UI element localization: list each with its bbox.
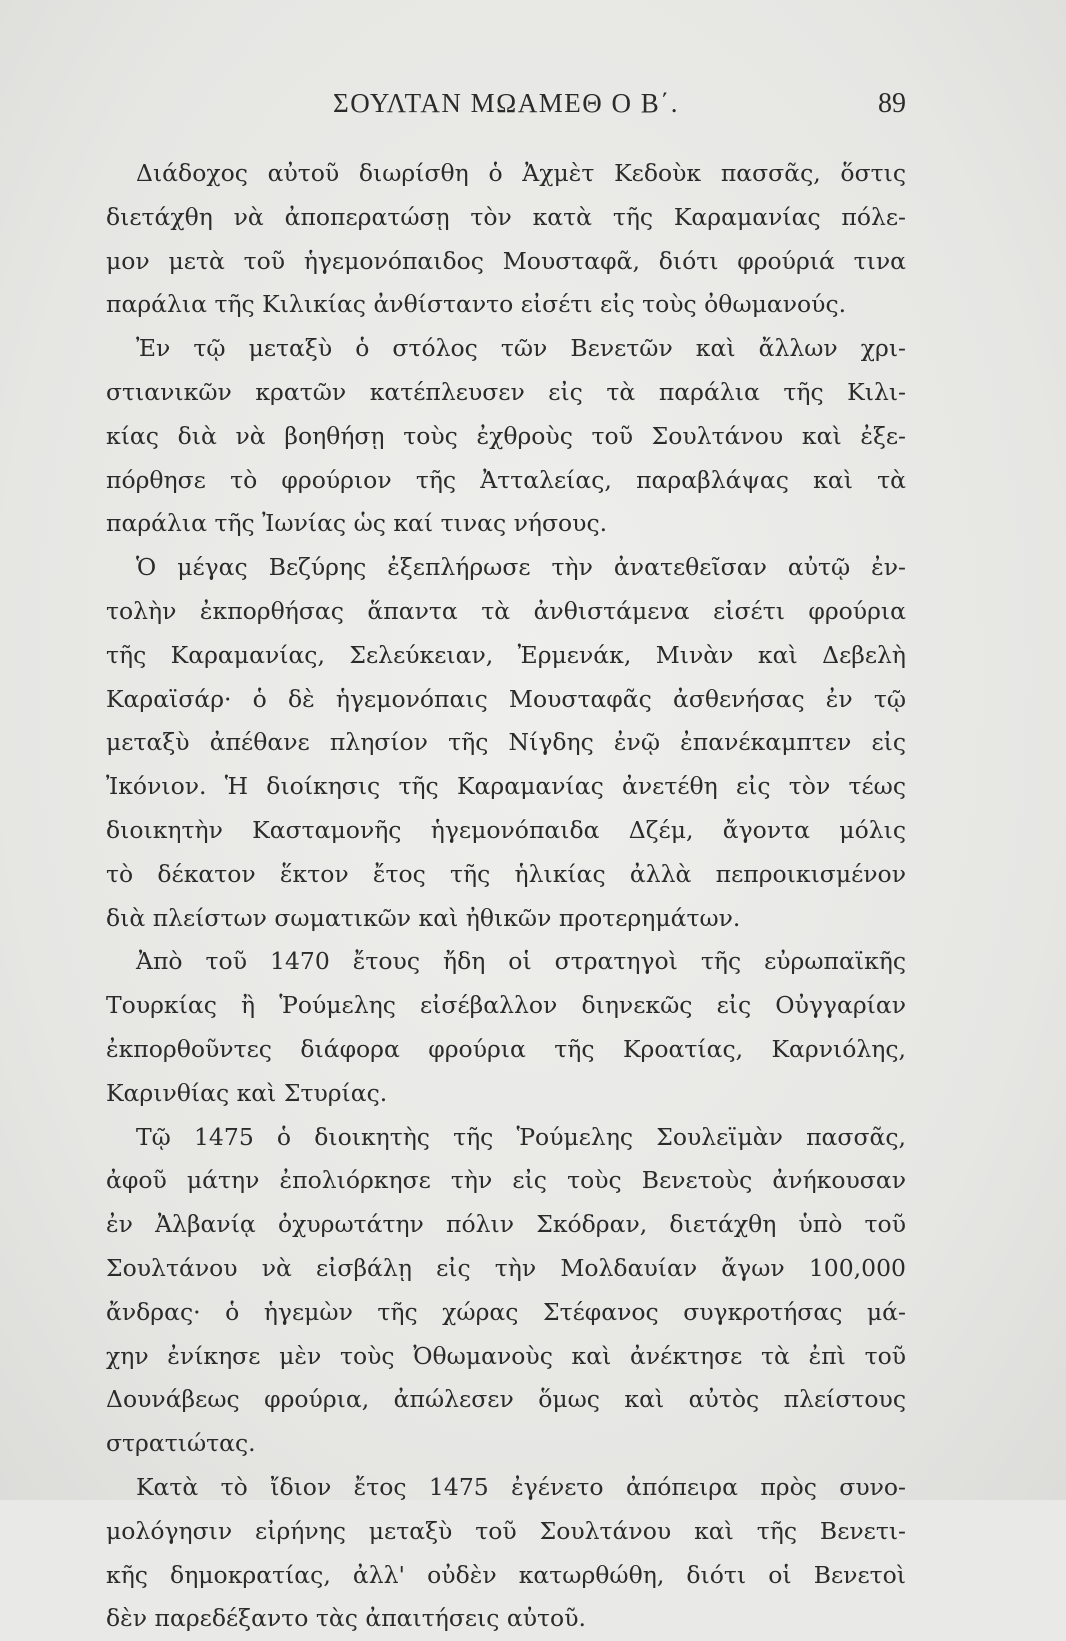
text-line: Διάδοχος αὐτοῦ διωρίσθη ὁ Ἀχμὲτ Κεδοὺκ πασσᾶς, ὅστις xyxy=(136,159,906,187)
text-line: Τουρκίας ἢ Ῥούμελης εἰσέβαλλον διηνεκῶς εἰς Οὐγγαρίαν xyxy=(106,991,906,1020)
text-line: τὸ δέκατον ἕκτον ἔτος τῆς ἡλικίας ἀλλὰ πεπροικισμένον xyxy=(106,859,906,888)
text-line: Ἰκόνιον. Ἡ διοίκησις τῆς Καραμανίας ἀνετέθη εἰς τὸν τέως xyxy=(106,772,906,801)
text-line: κῆς δημοκρατίας, ἀλλ' οὐδὲν κατωρθώθη, διότι οἱ Βενετοὶ xyxy=(106,1560,906,1589)
text-line: στρατιώτας. xyxy=(106,1429,256,1458)
text-line: μολόγησιν εἰρήνης μεταξὺ τοῦ Σουλτάνου καὶ τῆς Βενετι- xyxy=(106,1516,906,1545)
text-line: διοικητὴν Κασταμονῆς ἡγεμονόπαιδα Δζέμ, ἄγοντα μόλις xyxy=(106,815,906,844)
text-line: Καραϊσάρ· ὁ δὲ ἡγεμονόπαις Μουσταφᾶς ἀσθενήσας ἐν τῷ xyxy=(106,684,906,713)
text-line: παράλια τῆς Κιλικίας ἀνθίσταντο εἰσέτι εἰς τοὺς ὀθωμανούς. xyxy=(106,290,847,319)
body-text xyxy=(106,152,906,1641)
text-line: ἄνδρας· ὁ ἡγεμὼν τῆς χώρας Στέφανος συγκροτήσας μά- xyxy=(106,1297,906,1326)
text-line: διετάχθη νὰ ἀποπερατώσῃ τὸν κατὰ τῆς Καραμανίας πόλε- xyxy=(106,202,906,231)
text-line: Κατὰ τὸ ἴδιον ἔτος 1475 ἐγένετο ἀπόπειρα πρὸς συνο- xyxy=(136,1472,906,1501)
text-line: Ἐν τῷ μεταξὺ ὁ στόλος τῶν Βενετῶν καὶ ἄλλων χρι- xyxy=(136,334,906,363)
text-line: Δουνάβεως φρούρια, ἀπώλεσεν ὅμως καὶ αὐτὸς πλείστους xyxy=(106,1385,906,1414)
text-line: ἐκπορθοῦντες διάφορα φρούρια τῆς Κροατίας, Καρνιόλης, xyxy=(106,1034,906,1063)
text-line: μον μετὰ τοῦ ἡγεμονόπαιδος Μουσταφᾶ, διότι φρούριά τινα xyxy=(106,246,906,275)
text-line: δὲν παρεδέξαντο τὰς ἀπαιτήσεις αὐτοῦ. xyxy=(106,1604,586,1633)
text-line: Ὁ μέγας Βεζύρης ἐξεπλήρωσε τὴν ἀνατεθεῖσαν αὐτῷ ἐν- xyxy=(136,553,906,582)
text-line: στιανικῶν κρατῶν κατέπλευσεν εἰς τὰ παράλια τῆς Κιλι- xyxy=(106,377,906,406)
text-line: κίας διὰ νὰ βοηθήσῃ τοὺς ἐχθροὺς τοῦ Σουλτάνου καὶ ἐξε- xyxy=(106,421,906,450)
text-line: ἀφοῦ μάτην ἐπολιόρκησε τὴν εἰς τοὺς Βενετοὺς ἀνήκουσαν xyxy=(106,1166,906,1195)
text-line: Τῷ 1475 ὁ διοικητὴς τῆς Ῥούμελης Σουλεϊμὰν πασσᾶς, xyxy=(136,1122,906,1151)
text-line: παράλια τῆς Ἰωνίας ὡς καί τινας νήσους. xyxy=(106,509,608,538)
page-header xyxy=(106,88,906,128)
running-title: ΣΟΥΛΤΑΝ ΜΩΑΜΕΘ Ο Β΄. xyxy=(333,88,679,118)
page-number: 89 xyxy=(878,88,906,119)
text-line: Καρινθίας καὶ Στυρίας. xyxy=(106,1078,388,1107)
text-line: χην ἐνίκησε μὲν τοὺς Ὀθωμανοὺς καὶ ἀνέκτησε τὰ ἐπὶ τοῦ xyxy=(106,1341,906,1370)
text-line: τολὴν ἐκπορθήσας ἅπαντα τὰ ἀνθιστάμενα εἰσέτι φρούρια xyxy=(106,596,906,625)
text-line: μεταξὺ ἀπέθανε πλησίον τῆς Νίγδης ἐνῷ ἐπανέκαμπτεν εἰς xyxy=(106,728,906,757)
text-line: Σουλτάνου νὰ εἰσβάλῃ εἰς τὴν Μολδαυίαν ἄγων 100,000 xyxy=(106,1253,906,1282)
text-line: τῆς Καραμανίας, Σελεύκειαν, Ἐρμενάκ, Μινὰν καὶ Δεβελὴ xyxy=(106,640,906,669)
text-line: πόρθησε τὸ φρούριον τῆς Ἀτταλείας, παραβλάψας καὶ τὰ xyxy=(106,465,906,494)
text-line: διὰ πλείστων σωματικῶν καὶ ἠθικῶν προτερημάτων. xyxy=(106,903,741,932)
text-line: ἐν Ἀλβανίᾳ ὀχυρωτάτην πόλιν Σκόδραν, διετάχθη ὑπὸ τοῦ xyxy=(106,1210,906,1239)
text-line: Ἀπὸ τοῦ 1470 ἔτους ἤδη οἱ στρατηγοὶ τῆς εὐρωπαϊκῆς xyxy=(136,947,906,976)
